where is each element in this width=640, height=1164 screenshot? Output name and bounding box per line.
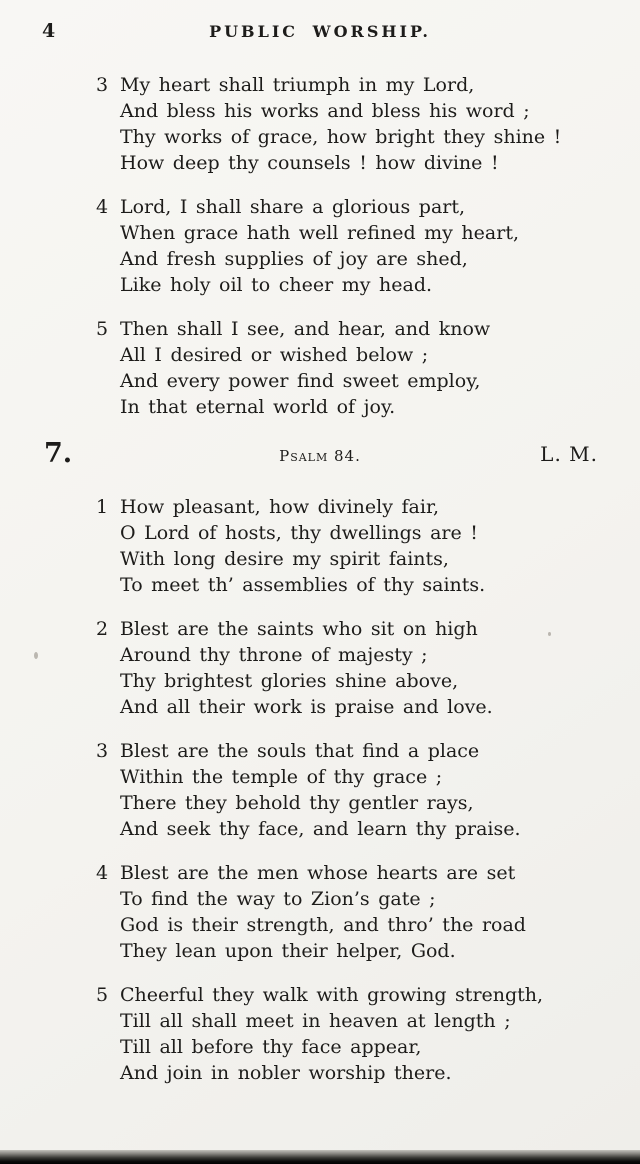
scan-speck: [548, 632, 551, 636]
verse-line: And bless his works and bless his word ;: [120, 100, 530, 122]
verse-line: There they behold thy gentler rays,: [120, 792, 474, 814]
verse-line: Within the temple of thy grace ;: [120, 766, 443, 788]
verse-line: Blest are the men whose hearts are set: [120, 862, 516, 884]
stanza-lines: [120, 616, 640, 720]
hymn-title: Psalm 84.: [279, 447, 361, 465]
stanza-lines: [120, 72, 640, 176]
stanza: [0, 982, 640, 1086]
verse-line: Till all before thy face appear,: [120, 1036, 422, 1058]
scan-bottom-edge: [0, 1150, 640, 1164]
verse-line: And every power find sweet employ,: [120, 370, 481, 392]
stanza: [0, 72, 640, 176]
verse-line: Till all shall meet in heaven at length ;: [120, 1010, 511, 1032]
verse-line: How deep thy counsels ! how divine !: [120, 152, 499, 174]
hymn-continuation-stanzas: [0, 72, 640, 420]
hymn-stanzas: [0, 494, 640, 1086]
stanza-lines: [120, 982, 640, 1086]
stanza-number: 3: [96, 74, 109, 96]
verse-line: Thy works of grace, how bright they shine !: [120, 126, 562, 148]
verse-line: Cheerful they walk with growing strength,: [120, 984, 544, 1006]
hymn-number: 7.: [44, 438, 73, 469]
running-header-row: [0, 20, 640, 46]
stanza-number: 5: [96, 318, 109, 340]
verse-line: To meet th’ assemblies of thy saints.: [120, 574, 486, 596]
verse-line: Like holy oil to cheer my head.: [120, 274, 433, 296]
stanza-lines: [120, 860, 640, 964]
stanza-lines: [120, 738, 640, 842]
stanza-lines: [120, 494, 640, 598]
verse-line: Around thy throne of majesty ;: [120, 644, 428, 666]
running-header: PUBLIC WORSHIP.: [209, 22, 431, 41]
verse-line: How pleasant, how divinely fair,: [120, 496, 439, 518]
verse-line: And seek thy face, and learn thy praise.: [120, 818, 521, 840]
stanza: [0, 494, 640, 598]
verse-line: Lord, I shall share a glorious part,: [120, 196, 466, 218]
stanza-lines: [120, 316, 640, 420]
stanza-lines: [120, 194, 640, 298]
hymn-heading: [0, 438, 640, 478]
verse-line: All I desired or wished below ;: [120, 344, 429, 366]
verse-line: O Lord of hosts, thy dwellings are !: [120, 522, 478, 544]
stanza-number: 4: [96, 196, 109, 218]
page-number: 4: [42, 20, 57, 42]
stanza: [0, 316, 640, 420]
verse-line: And all their work is praise and love.: [120, 696, 493, 718]
page-content: [0, 72, 640, 1104]
verse-line: With long desire my spirit faints,: [120, 548, 449, 570]
stanza: [0, 860, 640, 964]
verse-line: My heart shall triumph in my Lord,: [120, 74, 475, 96]
stanza-number: 5: [96, 984, 109, 1006]
verse-line: God is their strength, and thro’ the road: [120, 914, 526, 936]
verse-line: When grace hath well refined my heart,: [120, 222, 519, 244]
verse-line: Thy brightest glories shine above,: [120, 670, 459, 692]
verse-line: And join in nobler worship there.: [120, 1062, 452, 1084]
stanza: [0, 194, 640, 298]
verse-line: In that eternal world of joy.: [120, 396, 396, 418]
verse-line: They lean upon their helper, God.: [120, 940, 456, 962]
scan-speck: [34, 652, 38, 659]
hymn-meter: L. M.: [540, 442, 598, 466]
verse-line: Then shall I see, and hear, and know: [120, 318, 491, 340]
stanza-number: 2: [96, 618, 109, 640]
stanza-number: 3: [96, 740, 109, 762]
verse-line: To find the way to Zion’s gate ;: [120, 888, 436, 910]
stanza: [0, 738, 640, 842]
verse-line: Blest are the souls that find a place: [120, 740, 480, 762]
verse-line: And fresh supplies of joy are shed,: [120, 248, 468, 270]
stanza-number: 4: [96, 862, 109, 884]
stanza-number: 1: [96, 496, 109, 518]
verse-line: Blest are the saints who sit on high: [120, 618, 478, 640]
stanza: [0, 616, 640, 720]
